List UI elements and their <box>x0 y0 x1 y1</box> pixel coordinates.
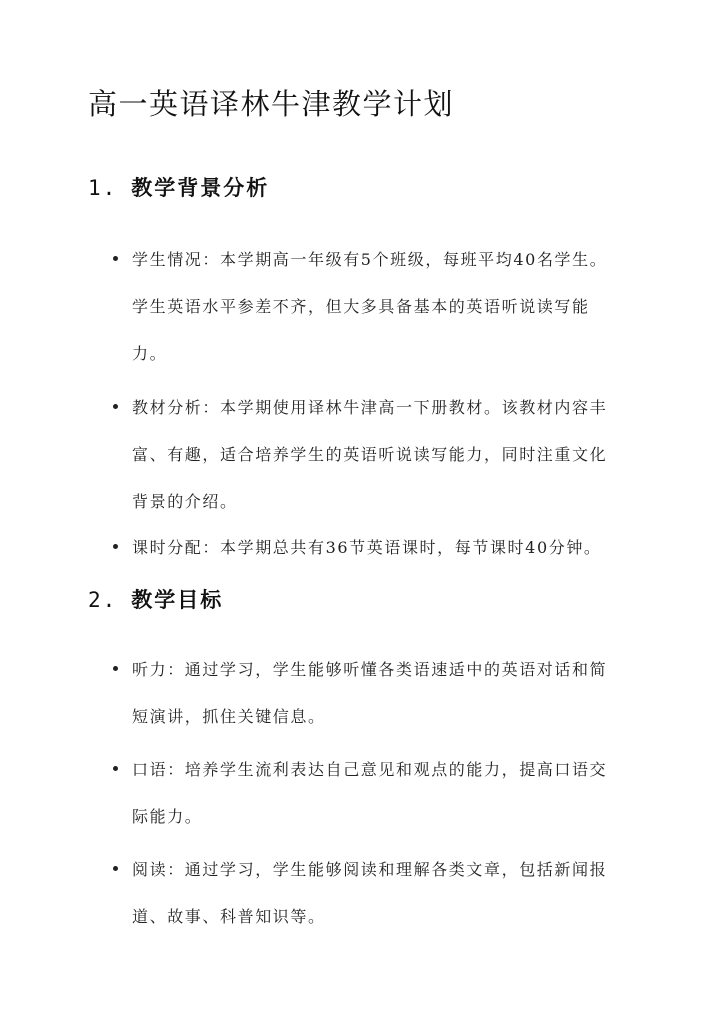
section-title: 教学目标 <box>131 588 224 612</box>
bullet-icon <box>113 544 118 549</box>
list-item-text: 听力：通过学习，学生能够听懂各类语速适中的英语对话和简短演讲，抓住关键信息。 <box>132 660 608 726</box>
list-item-text: 阅读：通过学习，学生能够阅读和理解各类文章，包括新闻报道、故事、科普知识等。 <box>132 860 608 926</box>
section-heading-background <box>88 173 269 203</box>
bullet-icon <box>113 256 118 261</box>
section-number: 2. <box>88 588 118 612</box>
list-item-text: 教材分析：本学期使用译林牛津高一下册教材。该教材内容丰富、有趣，适合培养学生的英语听说读写能力，同时注重文化背景的介绍。 <box>132 398 608 511</box>
list-item <box>0 236 720 384</box>
list-item-text: 学生情况：本学期高一年级有5个班级，每班平均40名学生。学生英语水平参差不齐，但大多具备基本的英语听说读写能力。 <box>132 250 608 363</box>
bullet-icon <box>113 766 118 771</box>
background-list <box>0 236 720 572</box>
bullet-icon <box>113 866 118 871</box>
list-item <box>0 524 720 572</box>
section-heading-goals <box>88 585 223 615</box>
list-item <box>0 746 720 846</box>
section-title: 教学背景分析 <box>131 176 270 200</box>
section-number: 1. <box>88 176 118 200</box>
list-item <box>0 646 720 746</box>
bullet-icon <box>113 404 118 409</box>
list-item-text: 口语：培养学生流利表达自己意见和观点的能力，提高口语交际能力。 <box>132 760 608 826</box>
goals-list <box>0 646 720 946</box>
bullet-icon <box>113 666 118 671</box>
list-item-text: 课时分配：本学期总共有36节英语课时，每节课时40分钟。 <box>132 538 602 557</box>
list-item <box>0 384 720 524</box>
list-item <box>0 846 720 946</box>
document-title: 高一英语译林牛津教学计划 <box>88 87 455 121</box>
